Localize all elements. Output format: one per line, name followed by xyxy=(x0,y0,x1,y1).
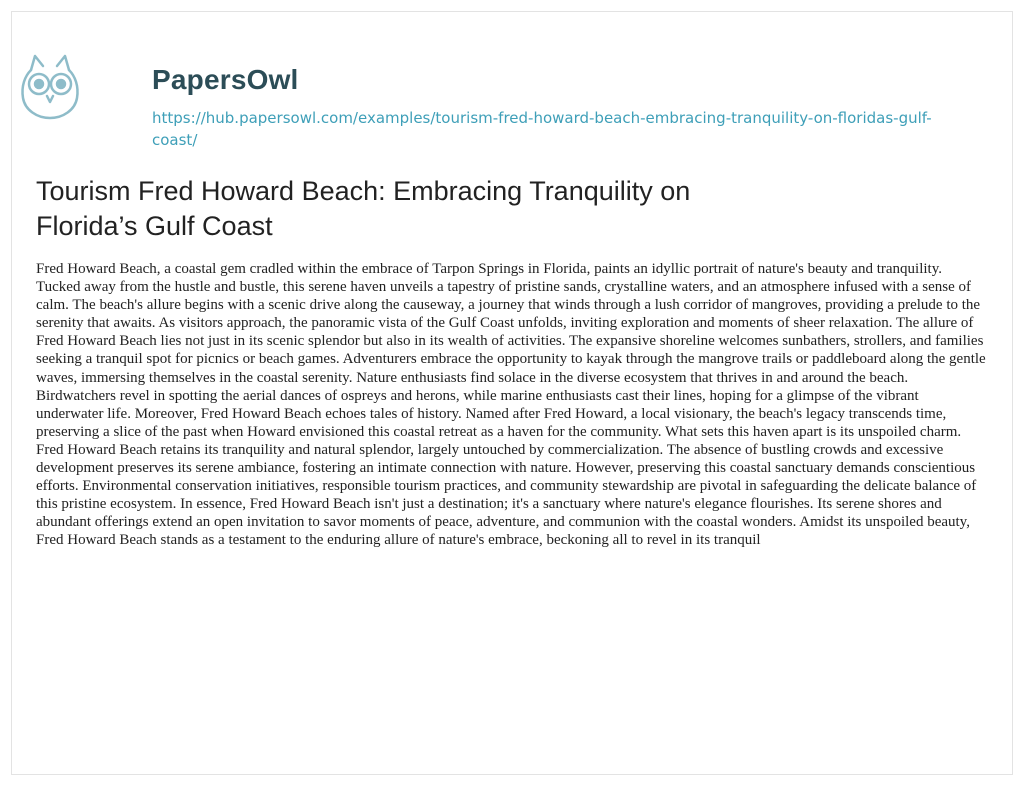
page-title: Tourism Fred Howard Beach: Embracing Tranquility on Florida’s Gulf Coast xyxy=(36,176,691,241)
source-url-link[interactable]: https://hub.papersowl.com/examples/tourism-fred-howard-beach-embracing-tranquility-on-floridas-gulf-coast/ xyxy=(152,109,932,149)
owl-icon xyxy=(11,46,89,124)
essay-body: Fred Howard Beach, a coastal gem cradled within the embrace of Tarpon Springs in Florida, paints an idyllic portrait of nature's beauty and tranquility. Tucked away from the hustle and bustle, this serene haven unveils a tapestry of pristine sands, crystalline waters, and an atmosphere infused with a sense of calm. The beach's allure begins with a scenic drive along the causeway, a journey that winds through a lush corridor of mangroves, providing a prelude to the serenity that awaits. As visitors approach, the panoramic vista of the Gulf Coast unfolds, inviting exploration and moments of sheer relaxation. The allure of Fred Howard Beach lies not just in its scenic splendor but also in its wealth of activities. The expansive shoreline welcomes sunbathers, strollers, and families seeking a tranquil spot for picnics or beach games. Adventurers embrace the opportunity to kayak through the mangrove trails or paddleboard along the gentle waves, immersing themselves in the coastal serenity. Nature enthusiasts find solace in the diverse ecosystem that thrives in and around the beach. Birdwatchers revel in spotting the aerial dances of ospreys and herons, while marine enthusiasts cast their lines, hoping for a glimpse of the vibrant underwater life. Moreover, Fred Howard Beach echoes tales of history. Named after Fred Howard, a local visionary, the beach's legacy transcends time, preserving a slice of the past when Howard envisioned this coastal retreat as a haven for the community. What sets this haven apart is its unspoiled charm. Fred Howard Beach retains its tranquility and natural splendor, largely untouched by commercialization. The absence of bustling crowds and excessive development preserves its serene ambiance, fostering an intimate connection with nature. However, preserving this coastal sanctuary demands conscientious efforts. Environmental conservation initiatives, responsible tourism practices, and community stewardship are pivotal in safeguarding the delicate balance of this pristine ecosystem. In essence, Fred Howard Beach isn't just a destination; it's a sanctuary where nature's elegance flourishes. Its serene shores and abundant offerings extend an open invitation to savor moments of peace, adventure, and communion with the coastal wonders. Amidst its unspoiled beauty, Fred Howard Beach stands as a testament to the enduring allure of nature's embrace, beckoning all to revel in its tranquil xyxy=(36,261,986,549)
brand-name: PapersOwl xyxy=(152,64,299,95)
